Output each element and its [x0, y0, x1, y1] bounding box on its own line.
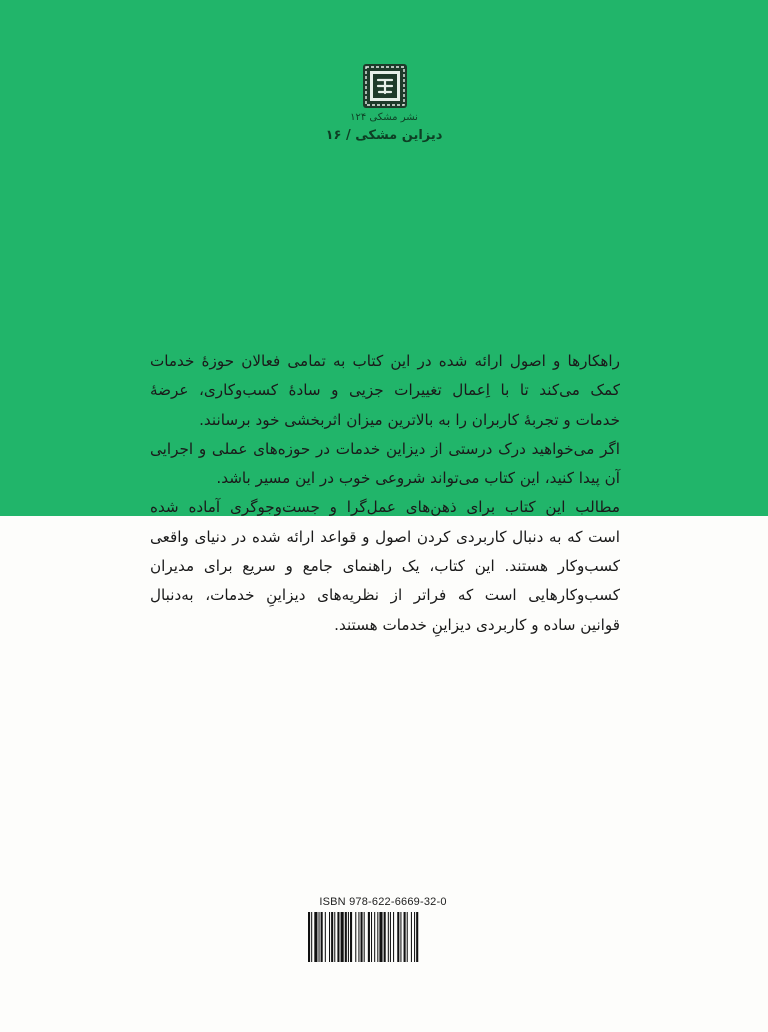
series-name: دیزاین مشکی / ۱۶	[325, 128, 443, 143]
barcode-bar	[379, 912, 382, 962]
barcode-bar	[350, 912, 352, 962]
blurb-line: آن پیدا کنید، این کتاب می‌تواند شروعی خوب در این مسیر باشد.	[216, 469, 620, 488]
barcode-bar	[414, 912, 415, 962]
barcode-bar	[321, 912, 323, 962]
barcode-bar	[329, 912, 330, 962]
blurb-line: قوانین ساده و کاربردی دیزاینِ خدمات هستند.	[334, 615, 620, 634]
barcode-bar	[314, 912, 317, 962]
barcode-bar	[325, 912, 326, 962]
barcode-bar	[416, 912, 418, 962]
blurb-line: اگر می‌خواهید درک درستی از دیزاین خدمات در حوزه‌های عملی و اجرایی	[150, 439, 620, 458]
blurb-line: راهکارها و اصول ارائه شده در این کتاب به تمامی فعالان حوزۀ خدمات	[150, 352, 620, 370]
blurb-line: خدمات و تجربۀ کاربران را به بالاترین میزان اثربخشی خود برسانند.	[199, 410, 620, 429]
barcode-bar	[377, 912, 378, 962]
series-number: نشر مشکی ۱۲۴	[350, 112, 418, 123]
blurb-line: کمک می‌کند تا با اِعمال تغییرات جزیی و سادۀ کسب‌وکاری، عرضۀ	[150, 381, 620, 400]
barcode-bar	[355, 912, 356, 962]
isbn-label: ISBN 978-622-6669-32-0	[319, 896, 447, 908]
barcode-bar	[308, 912, 310, 962]
barcode-bar	[374, 912, 375, 962]
barcode-bar	[388, 912, 389, 962]
barcode-bar	[311, 912, 312, 962]
blurb-paragraph	[150, 435, 620, 494]
barcode-bar	[364, 912, 365, 962]
barcode-bar	[337, 912, 339, 962]
blurb-line: کسب‌وکارهایی است که فراتر از نظریه‌های دیزاینِ خدمات، به‌دنبال	[150, 586, 620, 605]
barcode-bar	[371, 912, 372, 962]
barcode-icon	[306, 912, 460, 962]
barcode-bar	[331, 912, 333, 962]
blurb-paragraph	[150, 347, 620, 435]
barcode-bar	[358, 912, 359, 962]
barcode-bar	[345, 912, 347, 962]
barcode-bar	[368, 912, 370, 962]
barcode-bar	[400, 912, 401, 962]
barcode-bar	[390, 912, 391, 962]
barcode-bar	[407, 912, 408, 962]
barcode-bar	[397, 912, 399, 962]
barcode-bar	[411, 912, 412, 962]
barcode-bar	[393, 912, 394, 962]
blurb-paragraph	[150, 493, 620, 639]
blurb-text	[150, 347, 620, 640]
barcode-bar	[404, 912, 406, 962]
blurb-line: کسب‌وکار هستند. این کتاب، یک راهنمای جامع و سریع برای مدیران	[150, 557, 620, 576]
barcode-bar	[384, 912, 386, 962]
barcode-bar	[334, 912, 335, 962]
barcode-bar	[348, 912, 349, 962]
barcode-bar	[319, 912, 320, 962]
publisher-logo-icon	[361, 62, 409, 110]
blurb-line: است که به دنبال کاربردی کردن اصول و قواعد ارائه شده در دنیای واقعی	[150, 527, 620, 546]
barcode-bar	[341, 912, 344, 962]
barcode-bar	[361, 912, 363, 962]
blurb-line: مطالب این کتاب برای ذهن‌های عمل‌گرا و جست‌وجوگری آماده شده	[150, 498, 620, 517]
